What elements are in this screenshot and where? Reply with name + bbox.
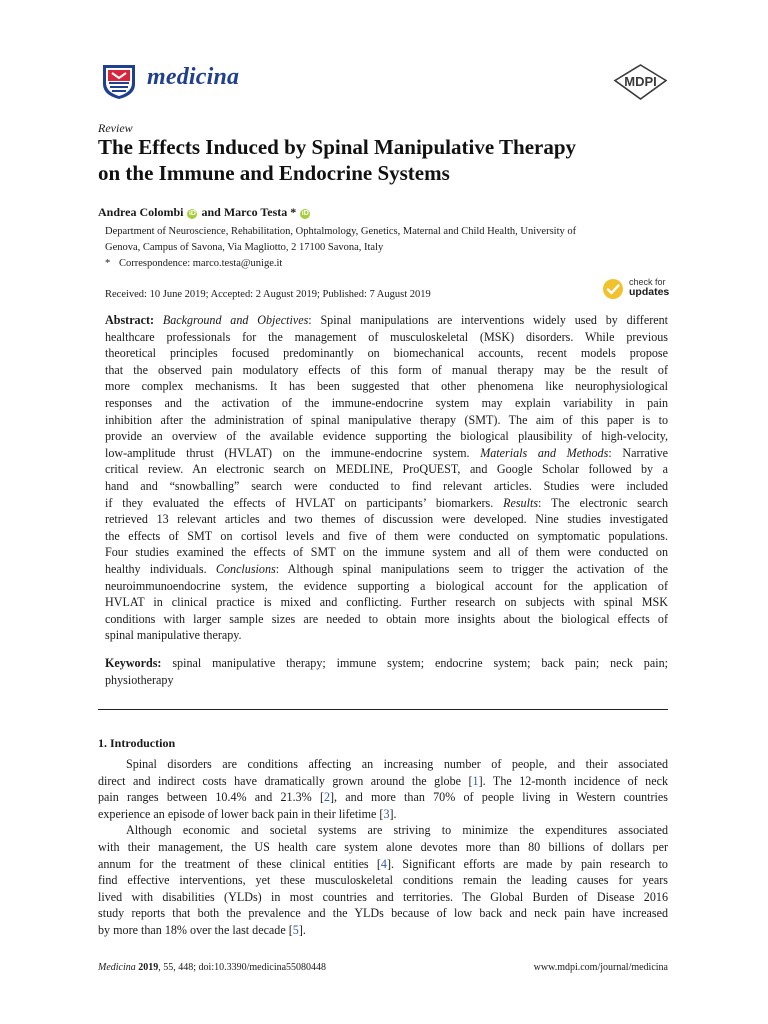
abstract-line: neuroimmunoendocrine system, the evidence supporting a biological account for the application of [105, 578, 668, 593]
body-line: direct and indirect costs have dramatically grown around the globe [1]. The 12-month incidence of neck [98, 773, 668, 788]
abstract-line: inhibition after the administration of spinal manipulative therapy (SMT). The aim of this paper is to [105, 412, 668, 427]
journal-name: medicina [147, 64, 240, 90]
keywords-label: Keywords: [105, 656, 162, 670]
abstract-line: responses and the activation of the immune-endocrine system may explain variability in pain [105, 395, 668, 410]
abstract-line: Abstract: Background and Objectives: Spinal manipulations are interventions widely used by different [105, 313, 668, 327]
check-updates-line1: check for [629, 277, 666, 287]
section-divider [98, 709, 668, 710]
check-updates-line2: updates [629, 286, 670, 298]
affiliation-line: Department of Neuroscience, Rehabilitation, Ophtalmology, Genetics, Maternal and Child Health, University of [105, 226, 577, 237]
body-line: Spinal disorders are conditions affecting an increasing number of people, and their associated [126, 757, 668, 771]
affiliation-line: Genova, Campus of Savona, Via Magliotto, 2 17100 Savona, Italy [105, 242, 384, 253]
body-line: study reports that both the prevalence and the YLDs because of low back and neck pain have increased [98, 906, 668, 921]
body-line: with their management, the US health care system alone devotes more than 80 billions of dollars per [98, 839, 668, 854]
footer-doi: , 55, 448; doi:10.3390/medicina55080448 [158, 962, 327, 973]
keywords-line: Keywords: spinal manipulative therapy; immune system; endocrine system; back pain; neck pain; [105, 656, 668, 670]
abstract [105, 312, 668, 644]
citation-link[interactable]: 5 [292, 922, 299, 937]
abstract-line: the effects of SMT on cortisol levels and five of them were conducted on symptomatic populations. [105, 528, 668, 543]
footer-citation [98, 962, 326, 973]
author-name[interactable]: Andrea Colombi [98, 205, 184, 219]
body-line: experience an episode of lower back pain in their lifetime [3]. [98, 806, 397, 821]
body-line: Although economic and societal systems are striving to minimize the expenditures associated [126, 823, 668, 838]
title-line: on the Immune and Endocrine Systems [98, 161, 450, 185]
orcid-icon[interactable]: iD [301, 210, 309, 217]
abstract-line: conditions with larger sample sizes are needed to obtain more insights about the biological effects of [105, 611, 668, 626]
body-line: find effective interventions, yet these musculoskeletal conditions remain the leading causes for years [98, 873, 668, 888]
abstract-label: Abstract: [105, 313, 155, 327]
check-for-updates-button[interactable] [602, 277, 676, 303]
publisher-name: MDPI [624, 74, 657, 89]
citation-link[interactable]: 3 [383, 806, 390, 821]
orcid-icon[interactable]: iD [188, 210, 196, 217]
title-line: The Effects Induced by Spinal Manipulative Therapy [98, 135, 577, 159]
abstract-line: that the observed pain modulatory effects of this form of manual therapy may be the result of [105, 362, 668, 377]
abstract-line: healthcare professionals for the management of musculoskeletal (MSK) disorders. While previous [105, 329, 668, 344]
mdpi-logo-icon [613, 64, 668, 100]
author-joiner: and [201, 205, 224, 219]
abstract-line: hand and “snowballing” search were conducted to find relevant articles. Studies were included [105, 478, 668, 493]
footer-url[interactable]: www.mdpi.com/journal/medicina [533, 962, 668, 973]
abstract-line: HVLAT in clinical practice is mixed and conflicting. Further research on subjects with spinal MSK [105, 595, 668, 610]
abstract-line: theoretical principles focused predominantly on biomechanical accounts, recent models propose [105, 346, 668, 361]
introduction-body [98, 756, 668, 939]
body-line: lived with disabilities (YLDs) in most countries and territories. The Global Burden of Disease 2016 [98, 889, 668, 904]
abstract-line: provide an overview of the available evidence supporting the biological plausibility of high-velocity, [105, 429, 668, 444]
keywords-line: physiotherapy [105, 672, 174, 687]
abstract-line: critical review. An electronic search on MEDLINE, ProQUEST, and Google Scholar followed by a [105, 462, 668, 477]
abstract-line: more complex mechanisms. It has been suggested that other phenomena like neurophysiological [105, 379, 668, 394]
abstract-line: Four studies examined the effects of SMT on the immune system and all of them were conducted on [105, 545, 668, 560]
journal-crest-icon [100, 62, 138, 100]
corresponding-mark: * [287, 205, 297, 219]
body-line: annum for the treatment of these clinical entities [4]. Significant efforts are made by pain research to [98, 856, 668, 871]
correspondence-line [105, 256, 675, 272]
author-list [98, 205, 311, 220]
author-name[interactable]: Marco Testa [223, 205, 288, 219]
abstract-line: healthy individuals. Conclusions: Although spinal manipulations seem to trigger the activation of the [105, 561, 668, 576]
citation-link[interactable]: 4 [380, 856, 387, 871]
article-title [98, 134, 688, 186]
abstract-line: spinal manipulative therapy. [105, 628, 242, 643]
publication-dates: Received: 10 June 2019; Accepted: 2 August 2019; Published: 7 August 2019 [105, 289, 431, 300]
correspondence-email[interactable]: Correspondence: marco.testa@unige.it [119, 258, 283, 269]
affiliation [105, 224, 675, 272]
citation-link[interactable]: 2 [323, 790, 331, 805]
correspondence-mark: * [105, 258, 111, 269]
footer-journal: Medicina [98, 962, 136, 973]
footer-year: 2019 [138, 962, 159, 973]
citation-link[interactable]: 1 [472, 773, 479, 788]
keywords [105, 655, 668, 688]
check-for-updates-label [629, 277, 669, 297]
body-line: by more than 18% over the last decade [5]. [98, 922, 306, 937]
body-line: pain ranges between 10.4% and 21.3% [2], and more than 70% of people living in Western countries [98, 790, 668, 805]
abstract-line: if they evaluated the effects of HVLAT on participants’ biomarkers. Results: The electronic search [105, 495, 668, 510]
section-heading: 1. Introduction [98, 736, 176, 750]
check-for-updates-icon [602, 278, 624, 300]
abstract-line: retrieved 13 relevant articles and two themes of discussion were developed. Nine studies investigated [105, 512, 668, 527]
abstract-line: low-amplitude thrust (HVLAT) on the immune-endocrine system. Materials and Methods: Narrative [105, 445, 669, 460]
article-type: Review [98, 121, 133, 135]
